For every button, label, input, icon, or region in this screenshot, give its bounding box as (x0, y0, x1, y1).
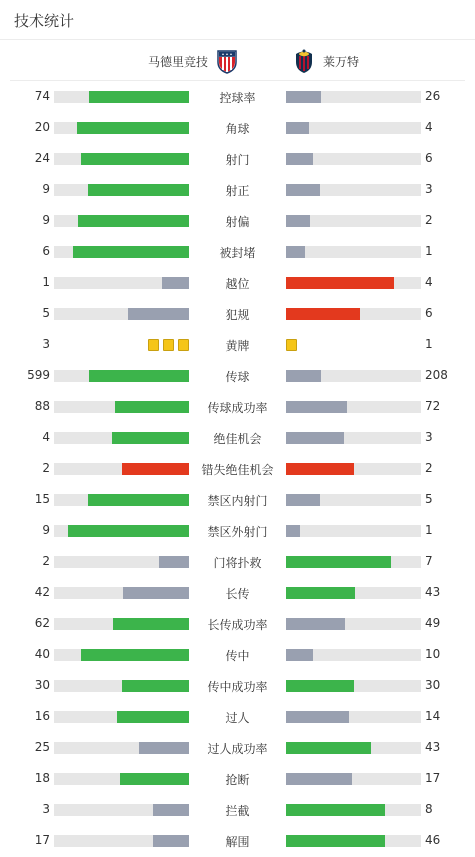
away-bar (286, 618, 345, 630)
away-bar (286, 804, 385, 816)
home-bar (113, 618, 189, 630)
stat-row (0, 205, 475, 236)
away-bar (286, 525, 300, 537)
away-bar-track (286, 122, 421, 134)
home-value: 6 (42, 244, 50, 258)
stat-label: 绝佳机会 (213, 432, 262, 446)
away-value: 49 (425, 616, 441, 630)
home-bar-track (54, 432, 189, 444)
away-bar-track (286, 153, 421, 165)
home-bar-track (54, 308, 189, 320)
home-bar (117, 711, 189, 723)
home-value: 2 (42, 461, 50, 475)
away-bar-track (286, 556, 421, 568)
stat-row (0, 763, 475, 794)
home-yellow-cards (148, 339, 189, 351)
away-bar-track (286, 308, 421, 320)
away-value: 43 (425, 585, 441, 599)
away-value: 1 (425, 244, 433, 258)
away-value: 1 (425, 523, 433, 537)
home-bar (77, 122, 189, 134)
stat-row (0, 515, 475, 546)
away-bar (286, 122, 309, 134)
home-bar-track (54, 401, 189, 413)
home-bar (153, 835, 189, 847)
home-value: 20 (34, 120, 50, 134)
teams-header (10, 41, 465, 81)
away-value: 14 (425, 709, 441, 723)
stat-label: 传球成功率 (207, 401, 268, 415)
home-bar-track (54, 587, 189, 599)
home-value: 17 (34, 833, 50, 847)
home-bar (81, 649, 189, 661)
away-bar (286, 91, 321, 103)
home-value: 24 (34, 151, 50, 165)
stat-label: 抢断 (225, 773, 250, 787)
stat-row (0, 608, 475, 639)
away-value: 3 (425, 182, 433, 196)
home-team-name: 马德里竞技 (147, 54, 208, 69)
away-value: 43 (425, 740, 441, 754)
home-value: 88 (34, 399, 50, 413)
away-bar (286, 308, 360, 320)
stat-label: 传中 (225, 649, 250, 663)
atletico-madrid-crest-icon (216, 48, 238, 74)
away-team[interactable] (293, 48, 359, 74)
stat-row (0, 81, 475, 112)
away-bar-track (286, 804, 421, 816)
away-value: 26 (425, 89, 441, 103)
stat-label: 禁区外射门 (207, 525, 268, 539)
home-value: 25 (34, 740, 50, 754)
home-bar (112, 432, 189, 444)
away-bar (286, 401, 347, 413)
home-bar-track (54, 153, 189, 165)
away-value: 30 (425, 678, 441, 692)
home-bar (115, 401, 189, 413)
home-value: 16 (34, 709, 50, 723)
home-bar (162, 277, 189, 289)
home-bar (68, 525, 190, 537)
away-bar (286, 649, 313, 661)
home-value: 9 (42, 182, 50, 196)
home-bar (139, 742, 189, 754)
away-bar (286, 246, 305, 258)
away-bar-track (286, 184, 421, 196)
home-value: 42 (34, 585, 50, 599)
stat-row (0, 112, 475, 143)
home-bar-track (54, 463, 189, 475)
away-bar (286, 153, 313, 165)
home-bar (123, 587, 189, 599)
home-bar (88, 184, 189, 196)
home-bar-track (54, 556, 189, 568)
away-bar (286, 556, 391, 568)
away-value: 7 (425, 554, 433, 568)
stat-label: 黄牌 (225, 339, 250, 353)
home-value: 2 (42, 554, 50, 568)
away-bar-track (286, 618, 421, 630)
stats-list (0, 81, 475, 856)
stat-row (0, 422, 475, 453)
away-bar-track (286, 773, 421, 785)
home-value: 62 (34, 616, 50, 630)
home-bar-track (54, 711, 189, 723)
home-bar-track (54, 91, 189, 103)
home-value: 5 (42, 306, 50, 320)
away-bar (286, 587, 355, 599)
home-value: 18 (34, 771, 50, 785)
stat-label: 被封堵 (219, 246, 256, 260)
yellow-card-icon (286, 339, 297, 351)
home-value: 30 (34, 678, 50, 692)
page-title: 技术统计 (14, 12, 75, 30)
stat-row (0, 794, 475, 825)
home-bar-track (54, 649, 189, 661)
home-bar-track (54, 618, 189, 630)
stat-row (0, 267, 475, 298)
stat-label: 角球 (225, 122, 250, 136)
stats-header (0, 0, 475, 40)
home-bar (153, 804, 189, 816)
stat-row (0, 484, 475, 515)
home-team[interactable] (148, 48, 238, 74)
away-bar-track (286, 587, 421, 599)
home-bar-track (54, 742, 189, 754)
stat-row (0, 174, 475, 205)
home-value: 599 (27, 368, 50, 382)
home-bar-track (54, 122, 189, 134)
home-bar (88, 494, 189, 506)
away-bar-track (286, 246, 421, 258)
away-value: 10 (425, 647, 441, 661)
yellow-card-icon (148, 339, 159, 351)
home-value: 9 (42, 523, 50, 537)
home-value: 74 (34, 89, 50, 103)
away-bar-track (286, 370, 421, 382)
home-bar-track (54, 680, 189, 692)
stat-label: 射正 (225, 184, 250, 198)
away-bar-track (286, 649, 421, 661)
stat-row (0, 732, 475, 763)
away-bar (286, 494, 320, 506)
away-value: 6 (425, 151, 433, 165)
away-value: 4 (425, 120, 433, 134)
home-bar-track (54, 246, 189, 258)
away-value: 8 (425, 802, 433, 816)
stat-label: 传球 (225, 370, 250, 384)
stat-row (0, 670, 475, 701)
away-yellow-cards (286, 339, 297, 351)
stat-row (0, 577, 475, 608)
home-bar-track (54, 804, 189, 816)
away-bar (286, 277, 394, 289)
home-bar (89, 370, 189, 382)
away-bar (286, 742, 371, 754)
away-value: 5 (425, 492, 433, 506)
stat-row (0, 825, 475, 856)
stat-row (0, 143, 475, 174)
home-value: 9 (42, 213, 50, 227)
stat-row (0, 546, 475, 577)
home-bar-track (54, 773, 189, 785)
home-bar (73, 246, 189, 258)
stat-label: 射偏 (225, 215, 250, 229)
away-bar (286, 215, 310, 227)
away-value: 6 (425, 306, 433, 320)
home-bar (159, 556, 189, 568)
home-value: 4 (42, 430, 50, 444)
home-bar (120, 773, 189, 785)
home-bar (128, 308, 189, 320)
away-value: 4 (425, 275, 433, 289)
away-value: 2 (425, 213, 433, 227)
stat-row (0, 329, 475, 360)
away-bar-track (286, 432, 421, 444)
stat-label: 越位 (225, 277, 250, 291)
home-value: 1 (42, 275, 50, 289)
away-bar-track (286, 525, 421, 537)
stat-row (0, 360, 475, 391)
stat-row (0, 701, 475, 732)
away-bar (286, 432, 344, 444)
stat-label: 传中成功率 (207, 680, 268, 694)
home-bar (81, 153, 189, 165)
home-bar (122, 680, 190, 692)
stat-label: 控球率 (219, 91, 256, 105)
home-bar (122, 463, 190, 475)
away-bar (286, 835, 385, 847)
stat-label: 长传 (225, 587, 250, 601)
home-bar (89, 91, 189, 103)
yellow-card-icon (163, 339, 174, 351)
stat-row (0, 453, 475, 484)
away-bar-track (286, 401, 421, 413)
stat-label: 错失绝佳机会 (201, 463, 274, 477)
stat-row (0, 236, 475, 267)
away-value: 72 (425, 399, 441, 413)
home-bar-track (54, 277, 189, 289)
stat-label: 射门 (225, 153, 250, 167)
home-bar-track (54, 370, 189, 382)
home-bar-track (54, 835, 189, 847)
away-team-name: 莱万特 (323, 54, 360, 69)
away-bar-track (286, 91, 421, 103)
stat-label: 长传成功率 (207, 618, 268, 632)
away-bar-track (286, 711, 421, 723)
away-bar (286, 370, 321, 382)
home-value: 40 (34, 647, 50, 661)
away-bar (286, 711, 349, 723)
stat-label: 门将扑救 (213, 556, 262, 570)
home-bar-track (54, 525, 189, 537)
home-bar (78, 215, 189, 227)
home-value: 15 (34, 492, 50, 506)
away-value: 208 (425, 368, 448, 382)
away-bar-track (286, 463, 421, 475)
levante-crest-icon (293, 48, 315, 74)
home-value: 3 (42, 337, 50, 351)
away-bar-track (286, 215, 421, 227)
stat-row (0, 639, 475, 670)
away-value: 1 (425, 337, 433, 351)
home-bar-track (54, 494, 189, 506)
stat-label: 过人 (225, 711, 250, 725)
away-bar-track (286, 680, 421, 692)
away-bar (286, 463, 354, 475)
home-bar-track (54, 184, 189, 196)
away-value: 2 (425, 461, 433, 475)
away-value: 17 (425, 771, 441, 785)
away-bar (286, 184, 320, 196)
away-value: 46 (425, 833, 441, 847)
stat-label: 犯规 (225, 308, 250, 322)
stat-label: 拦截 (225, 804, 250, 818)
stat-row (0, 298, 475, 329)
away-bar-track (286, 277, 421, 289)
home-bar-track (54, 215, 189, 227)
away-bar-track (286, 742, 421, 754)
away-bar-track (286, 494, 421, 506)
stat-label: 禁区内射门 (207, 494, 268, 508)
home-value: 3 (42, 802, 50, 816)
away-value: 3 (425, 430, 433, 444)
stat-row (0, 391, 475, 422)
away-bar (286, 773, 352, 785)
away-bar (286, 680, 354, 692)
stat-label: 过人成功率 (207, 742, 268, 756)
stat-label: 解围 (225, 835, 250, 849)
away-bar-track (286, 835, 421, 847)
yellow-card-icon (178, 339, 189, 351)
